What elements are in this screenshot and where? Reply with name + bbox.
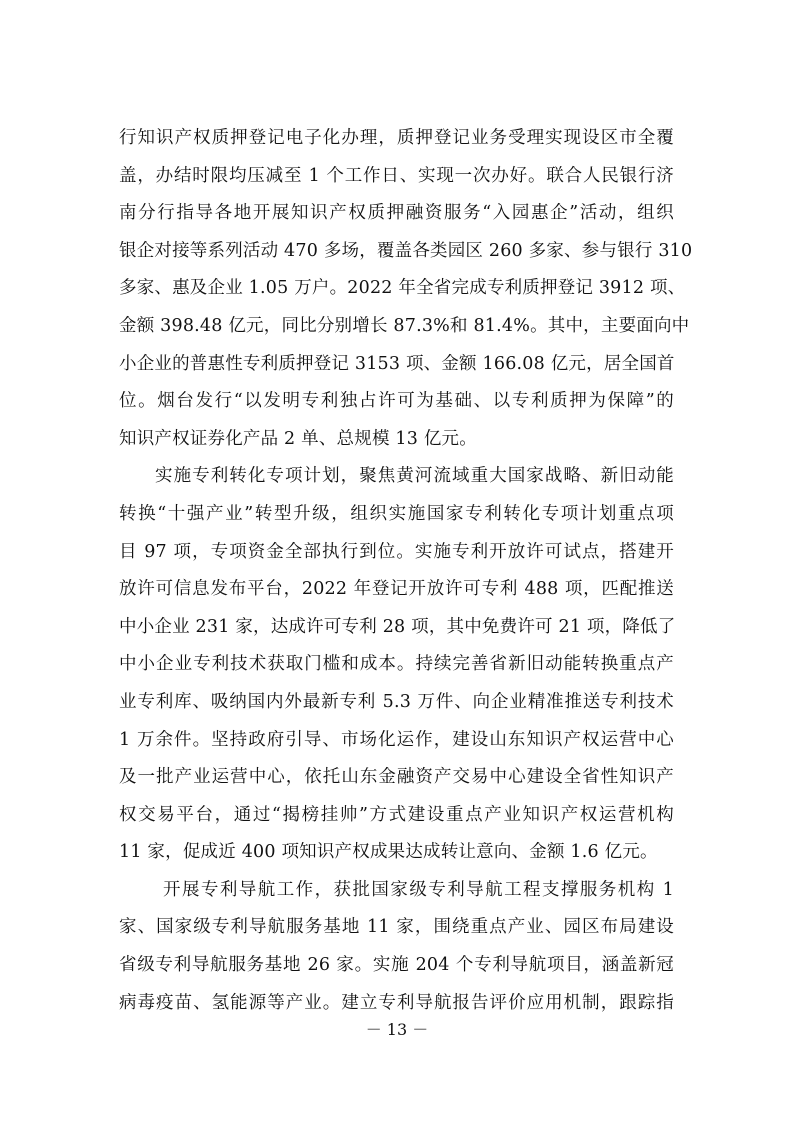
text-line: 多家、惠及企业 1.05 万户。2022 年全省完成专利质押登记 3912 项、: [119, 278, 686, 299]
text-line: 南分行指导各地开展知识产权质押融资服务“入园惠企”活动，组织: [119, 203, 674, 224]
text-line: 家、国家级专利导航服务基地 11 家，围绕重点产业、园区布局建设: [119, 917, 674, 938]
text-line: 开展专利导航工作，获批国家级专利导航工程支撑服务机构 1: [163, 879, 674, 900]
document-body: [119, 120, 693, 1022]
text-line: 位。烟台发行“以发明专利独占许可为基础、以专利质押为保障”的: [119, 391, 674, 412]
text-line: 及一批产业运营中心，依托山东金融资产交易中心建设全省性知识产: [119, 767, 674, 788]
text-line: 省级专利导航服务基地 26 家。实施 204 个专利导航项目，涵盖新冠: [119, 955, 674, 976]
text-line: 盖，办结时限均压减至 1 个工作日、实现一次办好。联合人民银行济: [119, 165, 674, 186]
text-line: 11 家，促成近 400 项知识产权成果达成转让意向、金额 1.6 亿元。: [119, 842, 658, 863]
text-line: 知识产权证券化产品 2 单、总规模 13 亿元。: [119, 428, 477, 449]
text-line: 实施专利转化专项计划，聚焦黄河流域重大国家战略、新旧动能: [155, 466, 674, 487]
text-line: 放许可信息发布平台，2022 年登记开放许可专利 488 项，匹配推送: [119, 579, 674, 600]
text-line: 目 97 项，专项资金全部执行到位。实施专利开放许可试点，搭建开: [119, 541, 674, 562]
text-line: 业专利库、吸纳国内外最新专利 5.3 万件、向企业精准推送专利技术: [119, 691, 674, 712]
paragraph-ip-pledge: [119, 120, 693, 458]
text-line: 银企对接等系列活动 470 多场，覆盖各类园区 260 多家、参与银行 310: [119, 240, 693, 261]
text-line: 行知识产权质押登记电子化办理，质押登记业务受理实现设区市全覆: [119, 128, 674, 148]
text-line: 1 万余件。坚持政府引导、市场化运作，建设山东知识产权运营中心: [119, 729, 674, 750]
text-line: 金额 398.48 亿元，同比分别增长 87.3%和 81.4%。其中，主要面向中: [119, 315, 690, 336]
text-line: 转换“十强产业”转型升级，组织实施国家专利转化专项计划重点项: [119, 503, 674, 524]
text-line: 权交易平台，通过“揭榜挂帅”方式建设重点产业知识产权运营机构: [119, 804, 674, 825]
text-line: 中小企业专利技术获取门槛和成本。持续完善省新旧动能转换重点产: [119, 654, 674, 675]
text-line: 中小企业 231 家，达成许可专利 28 项，其中免费许可 21 项，降低了: [119, 616, 676, 637]
paragraph-patent-conversion: [119, 458, 674, 872]
paragraph-patent-navigation: [119, 872, 674, 1022]
page-number: － 13 －: [365, 1020, 429, 1039]
text-line: 小企业的普惠性专利质押登记 3153 项、金额 166.08 亿元，居全国首: [119, 353, 675, 374]
text-line: 病毒疫苗、氢能源等产业。建立专利导航报告评价应用机制，跟踪指: [119, 992, 674, 1013]
